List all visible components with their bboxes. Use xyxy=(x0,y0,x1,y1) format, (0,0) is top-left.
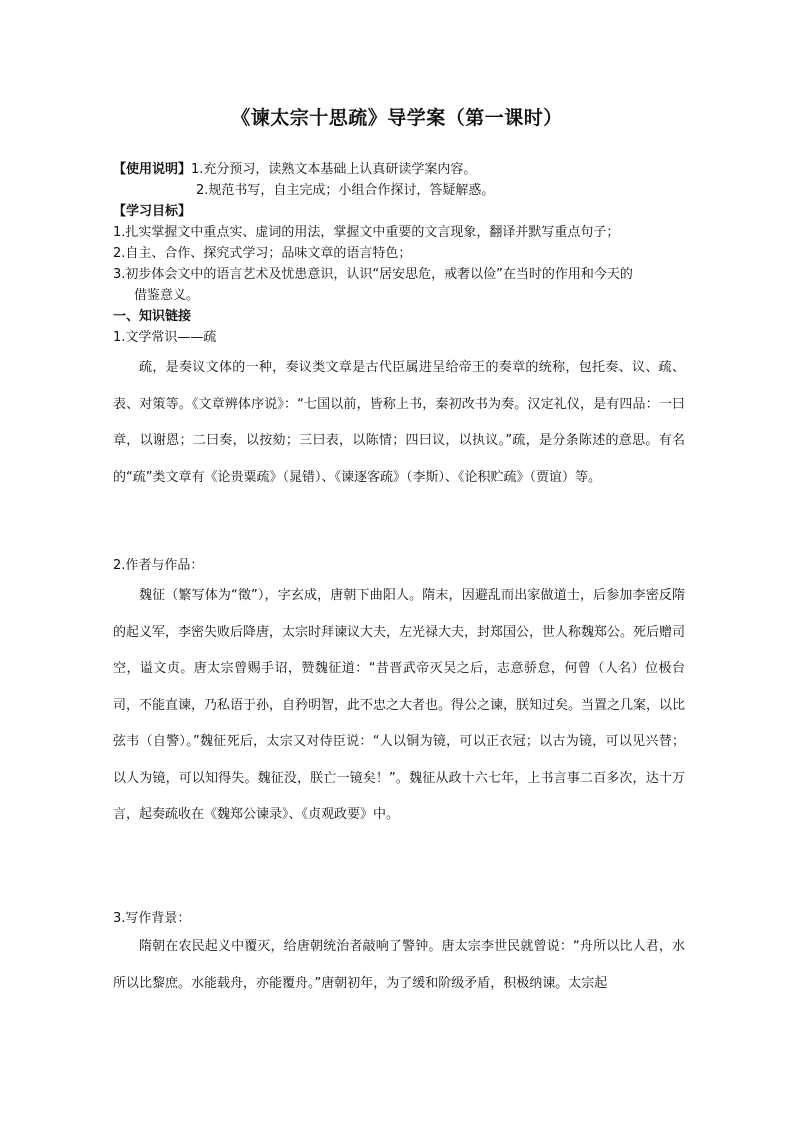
goals-item-3-cont: 借鉴意义。 xyxy=(134,288,200,303)
paragraph-background: 隋朝在农民起义中覆灭，给唐朝统治者敲响了警钟。唐太宗李世民就曾说：“舟所以比人君，水所以比黎庶。水能载舟，亦能覆舟。”唐朝初年，为了缓和阶级矛盾，积极纳谏。太宗起 xyxy=(113,939,685,991)
subheading-literary-knowledge: 1.文学常识——疏 xyxy=(113,330,217,345)
goals-item-1: 1.扎实掌握文中重点实、虚词的用法，掌握文中重要的文言现象，翻译并默写重点句子； xyxy=(113,225,620,240)
goals-item-2: 2.自主、合作、探究式学习；品味文章的语言特色； xyxy=(113,246,412,261)
page-title: 《谏太宗十思疏》导学案（第一课时） xyxy=(231,107,563,129)
usage-line-1 xyxy=(113,161,476,179)
goals-item-3: 3.初步体会文中的语言艺术及忧患意识，认识“居安思危，戒奢以俭”在当时的作用和今天的 xyxy=(113,267,633,282)
subheading-author-works: 2.作者与作品： xyxy=(113,558,204,573)
usage-item-2: 2.规范书写，自主完成；小组合作探讨，答疑解惑。 xyxy=(196,183,495,198)
goals-label: 【学习目标】 xyxy=(113,204,192,219)
usage-item-1: 1.充分预习，读熟文本基础上认真研读学案内容。 xyxy=(191,162,477,177)
paragraph-shu: 疏，是奏议文体的一种，奏议类文章是古代臣属进呈给帝王的奏章的统称，包托奏、议、疏、表、对策等。《文章辨体序说》：“七国以前，皆称上书，秦初改书为奏。汉定礼仪，是有四品：一曰章，以谢恩；二曰奏，以按劾；三曰表，以陈情；四曰议，以执议。”疏，是分条陈述的意思。有名的“疏”类文章有《论贵粟疏》（晁错）、《谏逐客疏》（李斯）、《论积贮疏》（贾谊）等。 xyxy=(113,360,685,485)
section-heading: 一、知识链接 xyxy=(113,309,192,324)
subheading-background: 3.写作背景： xyxy=(113,911,191,926)
paragraph-author: 魏征（繁写体为“徵”），字玄成，唐朝下曲阳人。隋末，因避乱而出家做道士，后参加李密反隋的起义军，李密失败后降唐，太宗时拜谏议大夫，左光禄大夫，封郑国公，世人称魏郑公。死后赠司空，谥文贞。唐太宗曾赐手诏，赞魏征道：“昔晋武帝灭吴之后，志意骄怠，何曾（人名）位极台司，不能直谏，乃私语于孙，自矜明智，此不忠之大者也。得公之谏，朕知过矣。当置之几案，以比弦韦（自警）。”魏征死后，太宗又对侍臣说：“人以铜为镜，可以正衣冠；以古为镜，可以见兴替；以人为镜，可以知得失。魏征没，朕亡一镜矣！”。魏征从政十六七年，上书言事二百多次，达十万言，起奏疏收在《魏郑公谏录》、《贞观政要》中。 xyxy=(113,588,686,822)
usage-label: 【使用说明】 xyxy=(113,162,192,177)
